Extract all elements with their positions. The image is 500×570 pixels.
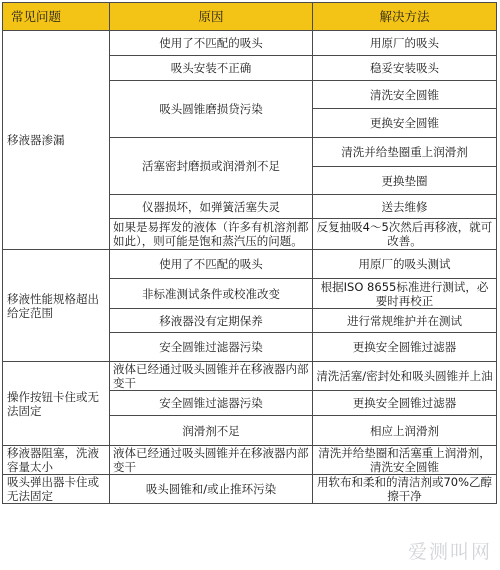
cause-cell: 液体已经通过吸头圆锥并在移液器内部变干: [110, 446, 313, 475]
cause-cell: 使用了不匹配的吸头: [110, 31, 313, 56]
cause-cell: 吸头圆锥磨损贷污染: [110, 81, 313, 138]
table-row: [3, 362, 497, 391]
cause-cell: 吸头安装不正确: [110, 56, 313, 81]
solution-cell: 反复抽吸4～5次然后再移液，就可改善。: [313, 219, 497, 250]
cause-cell: 使用了不匹配的吸头: [110, 250, 313, 279]
cause-cell: 液体已经通过吸头圆锥并在移液器内部变干: [110, 362, 313, 391]
table-row: [3, 475, 497, 504]
solution-cell: 清洗安全圆锥: [313, 81, 497, 109]
cause-cell: 润滑剂不足: [110, 416, 313, 446]
issue-cell: 移液器渗漏: [3, 31, 110, 250]
troubleshooting-table-container: [2, 2, 497, 504]
cause-cell: 安全圆锥过滤器污染: [110, 333, 313, 362]
solution-cell: 更换垫圈: [313, 167, 497, 195]
cause-cell: 安全圆锥过滤器污染: [110, 391, 313, 416]
watermark: 爱测叫网: [407, 541, 492, 563]
solution-cell: 更换安全圆锥过滤器: [313, 391, 497, 416]
table-row: [3, 31, 497, 56]
solution-cell: 更换安全圆锥: [313, 109, 497, 138]
solution-cell: 用原厂的吸头: [313, 31, 497, 56]
issue-cell: 移液性能规格超出给定范围: [3, 250, 110, 362]
header-row: [3, 3, 497, 31]
issue-cell: 操作按钮卡住或无法固定: [3, 362, 110, 446]
solution-cell: 更换安全圆锥过滤器: [313, 333, 497, 362]
solution-cell: 用原厂的吸头测试: [313, 250, 497, 279]
solution-cell: 相应上润滑剂: [313, 416, 497, 446]
solution-cell: 清洗并给垫圈和活塞重上润滑剂，清洗安全圆锥: [313, 446, 497, 475]
header-solution: 解决方法: [313, 3, 497, 31]
solution-cell: 清洗并给垫圈重上润滑剂: [313, 138, 497, 167]
issue-cell: 移液器阻塞，洗液容量太小: [3, 446, 110, 475]
solution-cell: 送去维修: [313, 195, 497, 219]
table-row: [3, 250, 497, 279]
solution-cell: 根据ISO 8655标准进行测试，必要时再校正: [313, 279, 497, 309]
cause-cell: 移液器没有定期保养: [110, 309, 313, 333]
table-row: [3, 446, 497, 475]
cause-cell: 吸头圆锥和/或止推环污染: [110, 475, 313, 504]
cause-cell: 活塞密封磨损或润滑剂不足: [110, 138, 313, 195]
solution-cell: 清洗活塞/密封处和吸头圆锥并上油: [313, 362, 497, 391]
cause-cell: 如果是易挥发的液体（许多有机溶剂都如此），则可能是饱和蒸汽压的问题。: [110, 219, 313, 250]
cause-cell: 仪器损坏，如弹簧活塞失灵: [110, 195, 313, 219]
table-body: [3, 31, 497, 504]
header-cause: 原因: [110, 3, 313, 31]
solution-cell: 进行常规维护并在测试: [313, 309, 497, 333]
solution-cell: 用软布和柔和的清洁剂或70%乙醇擦干净: [313, 475, 497, 504]
issue-cell: 吸头弹出器卡住或无法固定: [3, 475, 110, 504]
troubleshooting-table: [2, 2, 497, 504]
cause-cell: 非标准测试条件或校准改变: [110, 279, 313, 309]
solution-cell: 稳妥安装吸头: [313, 56, 497, 81]
header-issue: 常见问题: [3, 3, 110, 31]
